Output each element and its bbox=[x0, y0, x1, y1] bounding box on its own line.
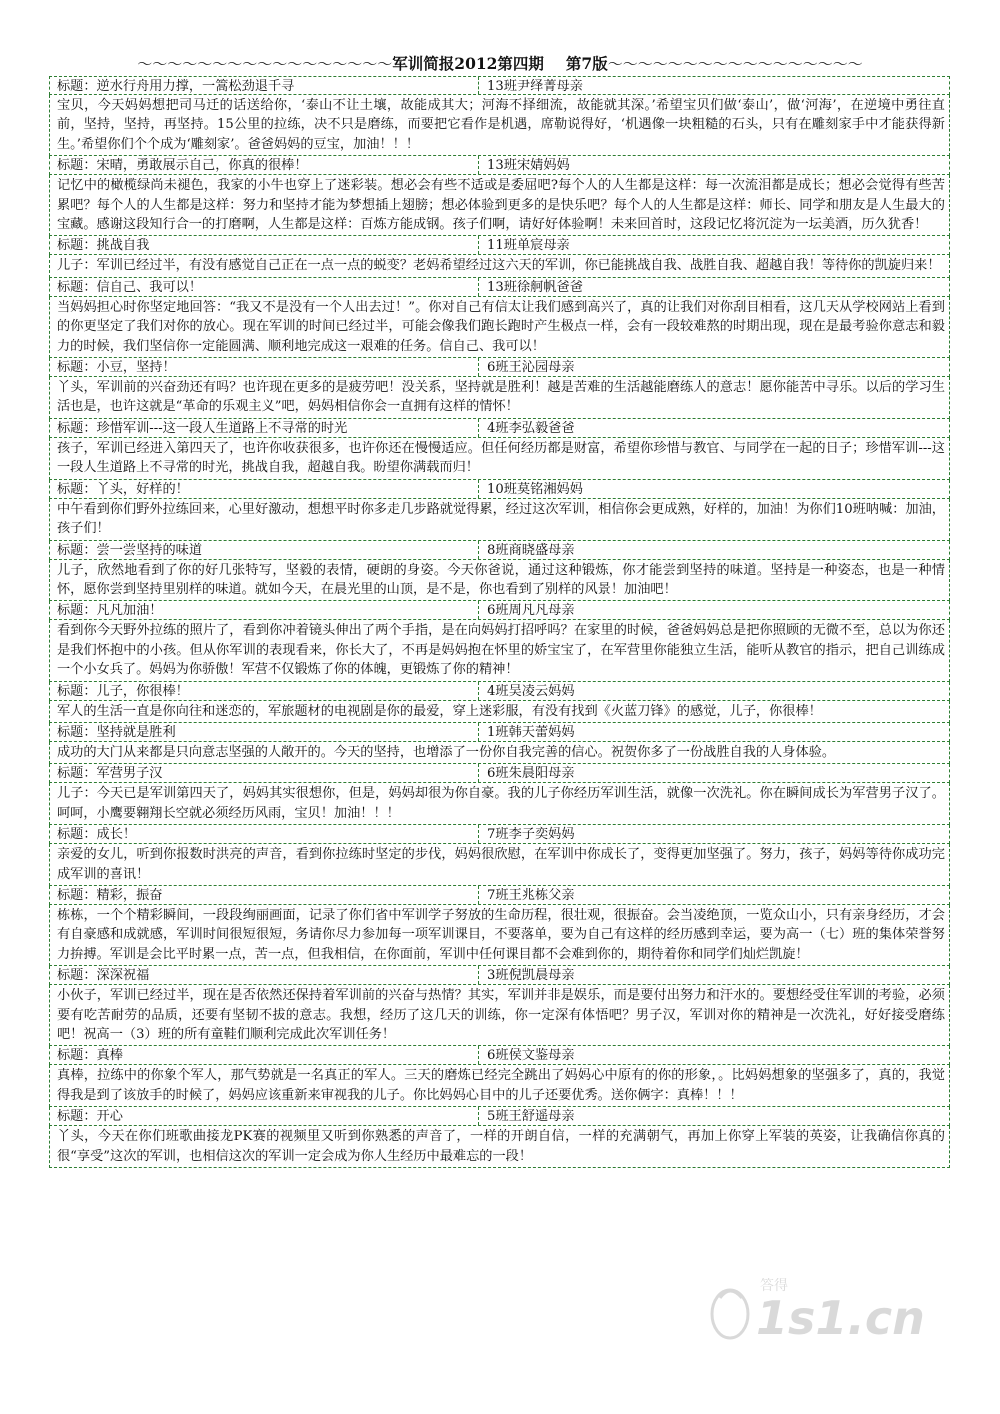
entry-message: 中午看到你们野外拉练回来，心里好激动，想想平时你多走几步路就觉得累，经过这次军训，相信你会更成熟，好样的，加油！为你们10班呐喊：加油，孩子们！ bbox=[49, 499, 950, 541]
entry-message: 真棒，拉练中的你象个军人，那气势就是一名真正的军人。三天的磨炼已经完全跳出了妈妈心中原有的你的形象，。比妈妈想象的坚强多了，真的，我觉得我是到了该放手的时候了，妈妈应该重新来审视我的儿子。你比妈妈心目中的儿子还要优秀。送你俩字：真棒！！！ bbox=[49, 1065, 950, 1107]
masthead bbox=[0, 52, 1000, 76]
masthead-title: 军训简报2012第四期 bbox=[392, 54, 544, 73]
watermark-logo bbox=[708, 1268, 948, 1348]
watermark-small-text: 答得 bbox=[760, 1278, 788, 1294]
entry-message: 儿子：军训已经过半，有没有感觉自己正在一点一点的蜕变？老妈希望经过这六天的军训，你已能挑战自我、战胜自我、超越自我！等待你的凯旋归来！ bbox=[49, 255, 950, 277]
masthead-page: 第7版 bbox=[565, 54, 608, 73]
entry-message: 孩子，军训已经进入第四天了，也许你收获很多，也许你还在慢慢适应。但任何经历都是财富，希望你珍惜与教官、与同学在一起的日子；珍惜军训---这一段人生道路上不寻常的时光，挑战自我，超越自我。盼望你满载而归！ bbox=[49, 438, 950, 480]
entry-title: 标题：成长！ bbox=[50, 825, 479, 843]
entry-header bbox=[49, 419, 950, 438]
entry-author: 7班李子奕妈妈 bbox=[487, 827, 575, 843]
entry-message: 宝贝，今天妈妈想把司马迁的话送给你，‘泰山不让土壤，故能成其大；河海不择细流，故能就其深。’希望宝贝们做‘泰山’，做‘河海’，在逆境中勇往直前，坚持，坚持，再坚持。15公里的拉练，决不只是磨练，而要把它看作是机遇，席勒说得好，‘机遇像一块粗糙的石头，只有在雕刻家手中才能获得新生。’希望你们个个成为‘雕刻家’。爸爸妈妈的豆宝，加油！！！ bbox=[49, 95, 950, 156]
entry-header bbox=[49, 1046, 950, 1065]
entry-header bbox=[49, 886, 950, 905]
entry-title: 标题：信自己、我可以！ bbox=[50, 278, 479, 296]
entry-title: 标题：儿子，你很棒！ bbox=[50, 682, 479, 700]
entry-author: 13班徐舸帆爸爸 bbox=[487, 279, 583, 295]
entry-header bbox=[49, 601, 950, 620]
entry-title: 标题：真棒 bbox=[50, 1046, 479, 1064]
entry-title: 标题：挑战自我 bbox=[50, 236, 479, 254]
entry-title: 标题：精彩，振奋 bbox=[50, 886, 479, 904]
entry-author: 6班王沁园母亲 bbox=[487, 360, 575, 376]
entry-message: 栋栋，一个个精彩瞬间，一段段绚丽画面，记录了你们省中军训学子努放的生命历程，很壮观，很振奋。会当凌绝顶，一览众山小，只有亲身经历，才会有自豪感和成就感，军训时间很短很短，务请你尽力参加每一项军训课目，不要落单，要为自己有这样的经历感到幸运，要为高一（七）班的集体荣誉努力拚搏。军训是会比平时累一点，苦一点，但我相信，在你面前，军训中任何课目都不会难到你的，期待着你和同学们灿烂凯旋！ bbox=[49, 905, 950, 966]
entry-author: 13班宋婧妈妈 bbox=[487, 158, 570, 174]
entry-header bbox=[49, 358, 950, 377]
entry-title: 标题：丫头，好样的！ bbox=[50, 480, 479, 498]
entry-title: 标题：珍惜军训---这一段人生道路上不寻常的时光 bbox=[50, 419, 479, 437]
entry-message: 儿子，欣然地看到了你的好几张特写，坚毅的表情，硬朗的身姿。今天你爸说，通过这种锻炼，你才能尝到坚持的味道。坚持是一种姿态，也是一种情怀，愿你尝到坚持里别样的味道。就如今天，在晨光里的山顶，是不是，你也看到了别样的风景！加油吧！ bbox=[49, 560, 950, 602]
entry-header bbox=[49, 541, 950, 560]
entry-header bbox=[49, 480, 950, 499]
entry-message: 亲爱的女儿，听到你报数时洪亮的声音，看到你拉练时坚定的步伐，妈妈很欣慰，在军训中你成长了，变得更加坚强了。努力，孩子，妈妈等待你成功完成军训的喜讯！ bbox=[49, 844, 950, 886]
entry-header bbox=[49, 682, 950, 701]
entry-header bbox=[49, 764, 950, 783]
entry-message: 记忆中的橄榄绿尚未褪色，我家的小牛也穿上了迷彩装。想必会有些不适或是委屈吧?每个人的人生都是这样：每一次流泪都是成长；想必会觉得有些苦累吧？每个人的人生都是这样：努力和坚持才能为梦想插上翅膀；想必体验到更多的是快乐吧？每个人的人生都是这样：师长、同学和朋友是人生最大的宝藏。感谢这段知行合一的打磨啊，人生都是这样：百炼方能成钢。孩子们啊，请好好体验啊！未来回首时，这段记忆将沉淀为一坛美酒，历久犹香！ bbox=[49, 175, 950, 236]
entry-message: 儿子：今天已是军训第四天了，妈妈其实很想你，但是，妈妈却很为你自豪。我的儿子你经历军训生活，就像一次洗礼。你在瞬间成长为军营男子汉了。呵呵，小鹰要翱翔长空就必须经历风雨，宝贝！加油！！！ bbox=[49, 783, 950, 825]
entry-message: 看到你今天野外拉练的照片了，看到你冲着镜头伸出了两个手指，是在向妈妈打招呼吗？在家里的时候，爸爸妈妈总是把你照顾的无微不至，总以为你还是我们怀抱中的小孩。但从你军训的表现看来，你长大了，不再是妈妈抱在怀里的娇宝宝了，在军营里你能独立生活，能听从教官的指示，把自己训练成一个小女兵了。妈妈为你骄傲！军营不仅锻炼了你的体魄，更锻炼了你的精神！ bbox=[49, 620, 950, 681]
masthead-right-wave: ～～～～～～～～～～～～～～～～～ bbox=[607, 55, 863, 73]
entry-title: 标题：凡凡加油！ bbox=[50, 601, 479, 619]
entry-message: 小伙子，军训已经过半，现在是否依然还保持着军训前的兴奋与热情？其实，军训并非是娱乐，而是要付出努力和汗水的。要想经受住军训的考验，必须要有吃苦耐劳的品质，还要有坚韧不拔的意志。我想，经历了这几天的训练，你一定深有体悟吧？男子汉，军训对你的精神是一次洗礼，好好接受磨练吧！祝高一（3）班的所有童鞋们顺利完成此次军训任务！ bbox=[49, 985, 950, 1046]
entry-header bbox=[49, 76, 950, 95]
entry-message: 丫头，今天在你们班歌曲接龙PK赛的视频里又听到你熟悉的声音了，一样的开朗自信，一样的充满朝气，再加上你穿上军装的英姿，让我确信你真的很“享受”这次的军训，也相信这次的军训一定会成为你人生经历中最难忘的一段！ bbox=[49, 1126, 950, 1168]
entry-header bbox=[49, 156, 950, 175]
entry-header bbox=[49, 1107, 950, 1126]
entry-title: 标题：逆水行舟用力撑，一篙松劲退千寻 bbox=[50, 77, 479, 94]
entry-author: 7班王兆栋父亲 bbox=[487, 887, 575, 903]
entry-message: 当妈妈担心时你坚定地回答：“我又不是没有一个人出去过！”。你对自己有信太让我们感到高兴了，真的让我们对你刮目相看，这几天从学校网站上看到的你更坚定了我们对你的放心。现在军训的时间已经过半，可能会像我们跑长跑时产生极点一样，会有一段较难熬的时期出现，现在是最考验你意志和毅力的时候，我们坚信你一定能圆满、顺利地完成这一艰难的任务。信自己、我可以！ bbox=[49, 297, 950, 358]
entry-header bbox=[49, 723, 950, 742]
entry-title: 标题：坚持就是胜利 bbox=[50, 723, 479, 741]
entry-author: 8班商晓盛母亲 bbox=[487, 542, 575, 558]
entry-title: 标题：尝一尝坚持的味道 bbox=[50, 541, 479, 559]
entry-author: 3班倪凯晨母亲 bbox=[487, 968, 575, 984]
entry-message: 军人的生活一直是你向往和迷恋的，军旅题材的电视剧是你的最爱，穿上迷彩服，有没有找到《火蓝刀锋》的感觉，儿子，你很棒！ bbox=[49, 701, 950, 723]
entry-author: 4班吴凌云妈妈 bbox=[487, 683, 575, 699]
entry-title: 标题：军营男子汉 bbox=[50, 764, 479, 782]
watermark-text: 1s1.cn bbox=[756, 1291, 925, 1345]
entry-header bbox=[49, 278, 950, 297]
entry-author: 4班李弘毅爸爸 bbox=[487, 420, 575, 436]
entries-table bbox=[49, 76, 950, 1168]
entry-author: 6班朱晨阳母亲 bbox=[487, 766, 575, 782]
entry-header bbox=[49, 236, 950, 255]
entry-author: 10班莫铭湘妈妈 bbox=[487, 481, 583, 497]
entry-title: 标题：小豆，坚持！ bbox=[50, 358, 479, 376]
masthead-left-wave: ～～～～～～～～～～～～～～～～～ bbox=[137, 55, 393, 73]
entry-author: 13班尹绎菁母亲 bbox=[487, 79, 583, 94]
entry-header bbox=[49, 966, 950, 985]
entry-header bbox=[49, 825, 950, 844]
entry-author: 6班周凡凡母亲 bbox=[487, 603, 575, 619]
entry-message: 丫头，军训前的兴奋劲还有吗？也许现在更多的是疲劳吧！没关系，坚持就是胜利！越是苦难的生活越能磨练人的意志！愿你能苦中寻乐。以后的学习生活也是，也许这就是“革命的乐观主义”吧，妈妈相信你会一直拥有这样的情怀！ bbox=[49, 377, 950, 419]
entry-author: 6班侯文鉴母亲 bbox=[487, 1048, 575, 1064]
entry-author: 5班王舒遥母亲 bbox=[487, 1109, 575, 1125]
entry-message: 成功的大门从来都是只向意志坚强的人敞开的。今天的坚持，也增添了一份你自我完善的信心。祝贺你多了一份战胜自我的人身体验。 bbox=[49, 742, 950, 764]
entry-author: 11班单宸母亲 bbox=[487, 238, 570, 254]
entry-title: 标题：开心 bbox=[50, 1107, 479, 1125]
entry-title: 标题：深深祝福 bbox=[50, 966, 479, 984]
entry-author: 1班韩天蕾妈妈 bbox=[487, 724, 575, 740]
entry-title: 标题：宋晴，勇敢展示自己，你真的很棒！ bbox=[50, 156, 479, 174]
